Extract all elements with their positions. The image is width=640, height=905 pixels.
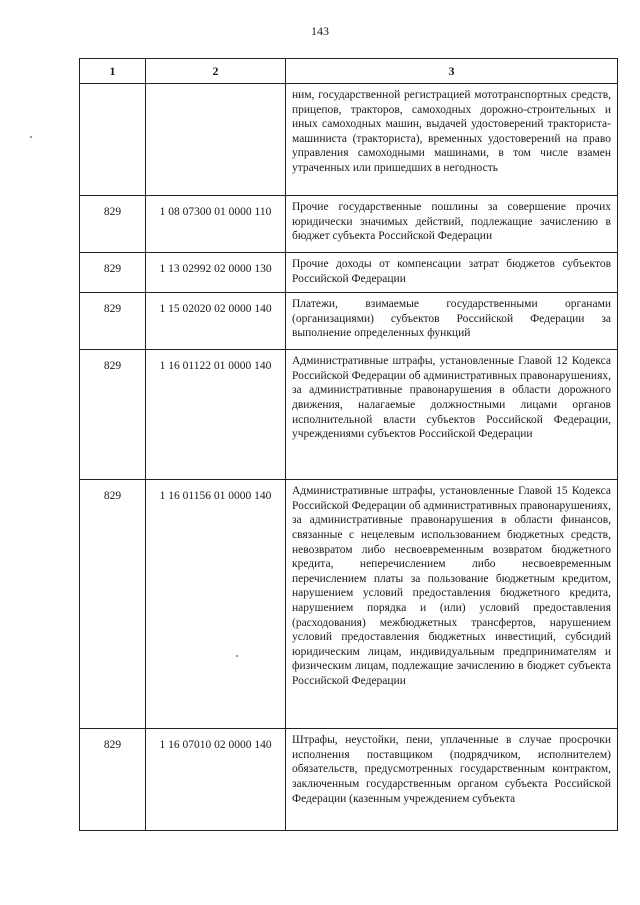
budget-classification-code [146, 84, 286, 196]
page-number: 143 [311, 24, 329, 38]
budget-classification-code: 1 13 02992 02 0000 130 [146, 253, 286, 293]
table-header-row [80, 59, 618, 84]
budget-classification-code: 1 16 07010 02 0000 140 [146, 729, 286, 831]
scan-speck [236, 655, 238, 657]
administrator-code: 829 [80, 293, 146, 350]
administrator-code: 829 [80, 253, 146, 293]
revenue-description: Штрафы, неустойки, пени, уплаченные в случае просрочки исполнения поставщиком (подрядчиком, исполнителем) обязательств, предусмотренных государственным контрактом, заключенным государственным органом субъекта Российской Федерации (казенным учреждением субъекта [286, 729, 618, 831]
administrator-code: 829 [80, 350, 146, 480]
revenue-description: Административные штрафы, установленные Главой 12 Кодекса Российской Федерации об административных правонарушениях, за административные правонарушения в области дорожного движения, налагаемые должностными лицами органов исполнительной власти субъектов Российской Федерации, учреждениями субъектов Российской Федерации [286, 350, 618, 480]
administrator-code: 829 [80, 480, 146, 729]
administrator-code [80, 84, 146, 196]
table-row [80, 480, 618, 729]
administrator-code: 829 [80, 196, 146, 253]
column-header-2: 2 [146, 59, 286, 84]
table-row [80, 84, 618, 196]
table-row [80, 196, 618, 253]
revenue-codes-table [79, 58, 618, 831]
budget-classification-code: 1 15 02020 02 0000 140 [146, 293, 286, 350]
table-row [80, 350, 618, 480]
budget-classification-code: 1 16 01122 01 0000 140 [146, 350, 286, 480]
revenue-description: Административные штрафы, установленные Главой 15 Кодекса Российской Федерации об административных правонарушениях, за административные правонарушения в области финансов, связанные с нецелевым использованием бюджетных средств, невозвратом либо несвоевременным возвратом бюджетного кредита, неперечислением либо несвоевременным перечислением платы за пользование бюджетным кредитом, нарушением условий предоставления бюджетного кредита, нарушением порядка и (или) условий предоставления (расходования) межбюджетных трансфертов, нарушением условий предоставления бюджетных инвестиций, субсидий юридическим лицам, индивидуальным предпринимателям и физическим лицам, подлежащие зачислению в бюджет субъекта Российской Федерации [286, 480, 618, 729]
column-header-3: 3 [286, 59, 618, 84]
table-row [80, 293, 618, 350]
table-row [80, 253, 618, 293]
table-row [80, 729, 618, 831]
revenue-description: ним, государственной регистрацией мототранспортных средств, прицепов, тракторов, самоходных дорожно-строительных и иных самоходных машин, выдачей удостоверений тракториста-машиниста (тракториста), временных удостоверений на право управления самоходными машинами, в том числе взамен утраченных или пришедших в негодность [286, 84, 618, 196]
budget-classification-code: 1 08 07300 01 0000 110 [146, 196, 286, 253]
revenue-description: Прочие государственные пошлины за совершение прочих юридически значимых действий, подлежащие зачислению в бюджет субъекта Российской Федерации [286, 196, 618, 253]
budget-classification-code: 1 16 01156 01 0000 140 [146, 480, 286, 729]
revenue-description: Платежи, взимаемые государственными органами (организациями) субъектов Российской Федерации за выполнение определенных функций [286, 293, 618, 350]
revenue-description: Прочие доходы от компенсации затрат бюджетов субъектов Российской Федерации [286, 253, 618, 293]
scan-speck [30, 136, 32, 138]
administrator-code: 829 [80, 729, 146, 831]
column-header-1: 1 [80, 59, 146, 84]
